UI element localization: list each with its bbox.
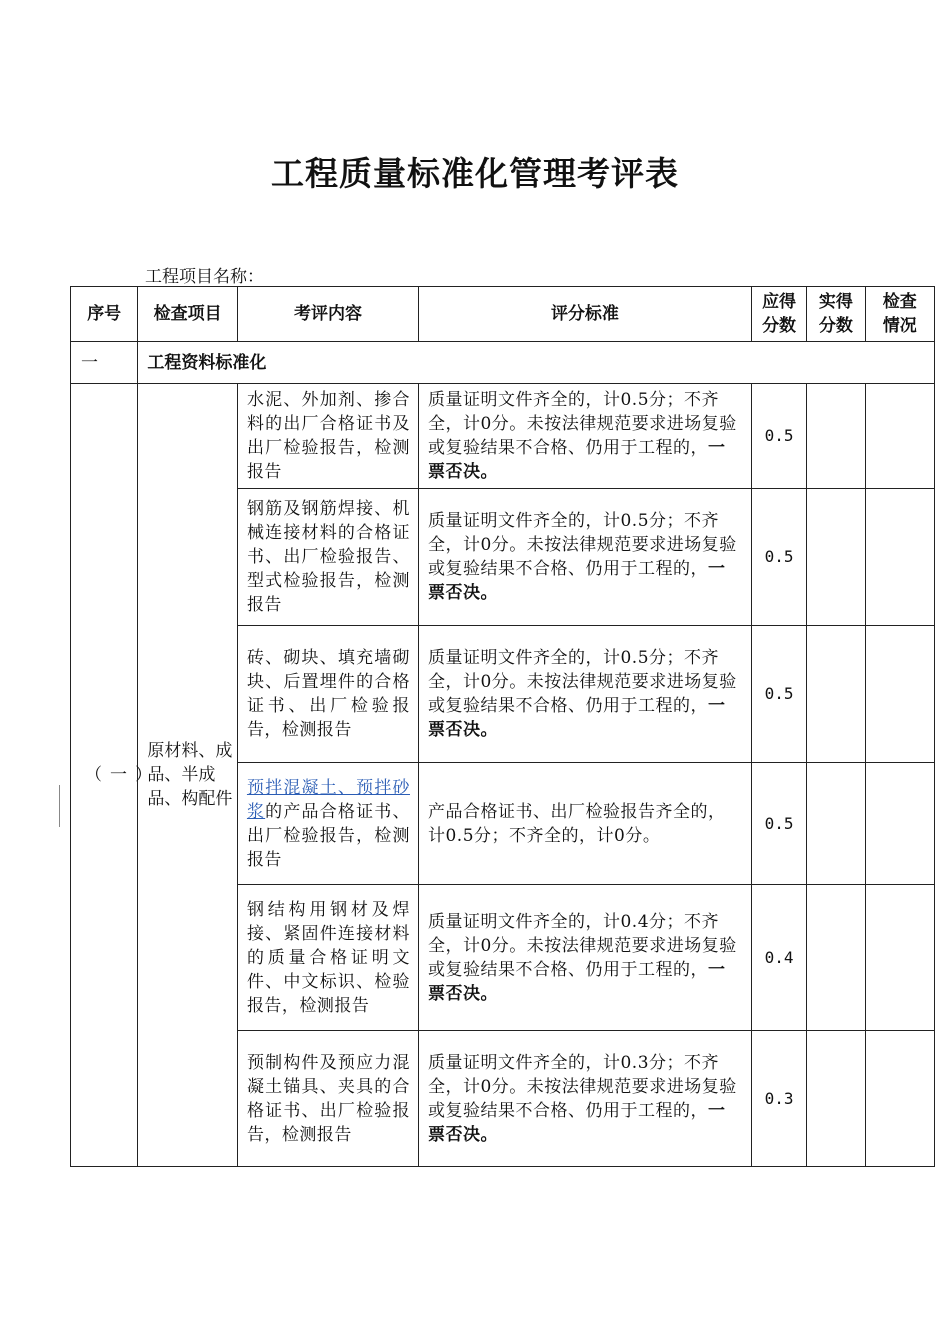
cell-criteria xyxy=(418,489,751,626)
cell-criteria xyxy=(418,885,751,1031)
criteria-text: 质量证明文件齐全的，计0.3分；不齐全，计0分。未按法律规范要求进场复验或复验结果不合格、仍用于工程的， xyxy=(427,1052,737,1121)
cell-score-actual[interactable] xyxy=(807,885,865,1031)
content-link[interactable]: 预拌混凝土、预拌砂浆 xyxy=(246,777,410,822)
page-title: 工程质量标准化管理考评表 xyxy=(271,154,679,193)
cell-criteria xyxy=(418,626,751,763)
cell-check[interactable] xyxy=(865,489,934,626)
table-header-row xyxy=(71,287,935,342)
cell-check[interactable] xyxy=(865,384,934,489)
header-check: 检查 情况 xyxy=(865,287,934,342)
table-row xyxy=(71,384,935,489)
cell-content xyxy=(237,1031,418,1167)
section-title: 工程资料标准化 xyxy=(138,342,935,384)
project-name-label: 工程项目名称： xyxy=(145,267,264,287)
header-score-actual: 实得 分数 xyxy=(807,287,865,342)
content-text: 砖、砌块、填充墙砌块、后置埋件的合格证书、出厂检验报告，检测报告 xyxy=(246,648,410,740)
veto-text: 一票否决。 xyxy=(427,559,726,603)
content-text: 钢筋及钢筋焊接、机械连接材料的合格证书、出厂检验报告、型式检验报告，检测报告 xyxy=(246,499,410,615)
criteria-text: 产品合格证书、出厂检验报告齐全的，计0.5分；不齐全的，计0分。 xyxy=(427,801,726,846)
content-text: 的产品合格证书、出厂检验报告，检测报告 xyxy=(246,801,410,870)
veto-text: 一票否决。 xyxy=(427,959,726,1004)
cell-score-due: 0.4 xyxy=(751,885,806,1031)
cell-content xyxy=(237,489,418,626)
header-content: 考评内容 xyxy=(237,287,418,342)
section-row xyxy=(71,342,935,384)
cell-check[interactable] xyxy=(865,763,934,885)
content-text: 钢结构用钢材及焊接、紧固件连接材料的质量合格证明文件、中文标识、检验报告，检测报告 xyxy=(246,899,410,1016)
header-item: 检查项目 xyxy=(138,287,238,342)
header-seq: 序号 xyxy=(71,287,138,342)
section-number: 一 xyxy=(71,342,138,384)
cell-content xyxy=(237,384,418,489)
criteria-text: 质量证明文件齐全的，计0.4分；不齐全，计0分。未按法律规范要求进场复验或复验结果不合格、仍用于工程的， xyxy=(427,911,737,980)
cell-content xyxy=(237,626,418,763)
group-item: 原材料、成品、半成品、构配件 xyxy=(138,384,238,1167)
cell-score-due: 0.5 xyxy=(751,489,806,626)
content-text: 水泥、外加剂、掺合料的出厂合格证书及出厂检验报告，检测报告 xyxy=(246,390,410,482)
header-criteria: 评分标准 xyxy=(418,287,751,342)
content-text: 预制构件及预应力混凝土锚具、夹具的合格证书、出厂检验报告，检测报告 xyxy=(246,1052,410,1145)
evaluation-table xyxy=(70,286,935,1167)
margin-mark xyxy=(59,785,60,827)
veto-text: 一票否决。 xyxy=(427,696,726,740)
cell-criteria xyxy=(418,384,751,489)
cell-score-actual[interactable] xyxy=(807,1031,865,1167)
cell-check[interactable] xyxy=(865,626,934,763)
cell-score-due: 0.5 xyxy=(751,384,806,489)
criteria-text: 质量证明文件齐全的，计0.5分；不齐全，计0分。未按法律规范要求进场复验或复验结果不合格、仍用于工程的， xyxy=(427,511,737,579)
cell-score-due: 0.5 xyxy=(751,763,806,885)
cell-score-actual[interactable] xyxy=(807,384,865,489)
veto-text: 一票否决。 xyxy=(427,1100,726,1145)
cell-criteria xyxy=(418,763,751,885)
group-seq: （一） xyxy=(71,384,138,1167)
header-score-due: 应得 分数 xyxy=(751,287,806,342)
cell-score-due: 0.5 xyxy=(751,626,806,763)
cell-score-actual[interactable] xyxy=(807,626,865,763)
cell-content xyxy=(237,763,418,885)
cell-check[interactable] xyxy=(865,1031,934,1167)
cell-criteria xyxy=(418,1031,751,1167)
cell-check[interactable] xyxy=(865,885,934,1031)
cell-score-due: 0.3 xyxy=(751,1031,806,1167)
cell-score-actual[interactable] xyxy=(807,489,865,626)
cell-content xyxy=(237,885,418,1031)
criteria-text: 质量证明文件齐全的，计0.5分；不齐全，计0分。未按法律规范要求进场复验或复验结果不合格、仍用于工程的， xyxy=(427,648,737,716)
criteria-text: 质量证明文件齐全的，计0.5分；不齐全，计0分。未按法律规范要求进场复验或复验结果不合格、仍用于工程的， xyxy=(427,390,737,458)
cell-score-actual[interactable] xyxy=(807,763,865,885)
veto-text: 一票否决。 xyxy=(427,438,726,482)
